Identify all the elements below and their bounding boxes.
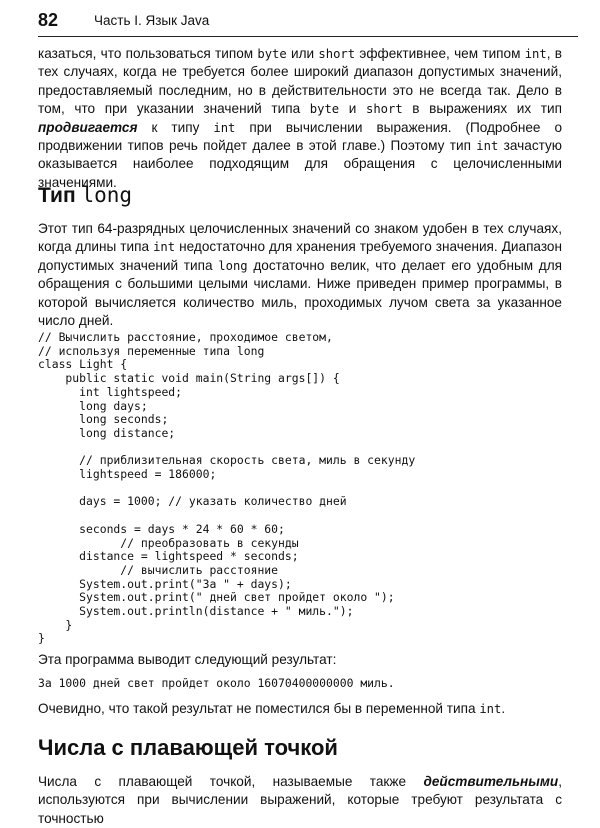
text: эффективнее, чем типом [355,46,525,61]
float-paragraph [38,773,562,828]
text: при вычислении выражения. (Подробнее о продвижении типов речь пойдет далее в этой главе.) Поэтому тип [38,119,562,154]
program-output: За 1000 дней свет пройдет около 16070400000000 миль. [38,676,395,690]
text: недостаточно для хранения требуемого значения. Диапазон допустимых значений типа [38,239,562,273]
result-intro [38,651,562,669]
long-paragraph [38,220,562,330]
conclusion-paragraph [38,700,562,718]
page-number: 82 [38,10,59,30]
emphasis: действительными [423,774,559,789]
text: и [339,101,366,117]
text: Эта программа выводит следующий результат: [38,652,337,667]
section-heading-float: Числа с плавающей точкой [38,735,338,760]
intro-paragraph [38,45,562,192]
text: Этот тип 64-разрядных целочисленных значений со знаком удобен в тех случаях, когда длины типа [38,221,562,255]
text: . [501,701,506,716]
inline-code: byte [257,47,287,61]
text: к типу [137,119,214,135]
text: зачастую оказывается наиболее подходящим для обращения с целочисленными значениями. [38,138,562,190]
text: , в тех случаях, когда не требуется более широкий диапазон допустимых значений, предоставляемый последним, но в действительности это не всегда так. Дело в том, что при указании значений типа [38,46,562,117]
inline-code: int [479,702,502,716]
inline-code: int [476,139,499,154]
inline-code: short [365,102,403,117]
inline-code: int [524,47,547,61]
heading-text: Тип [38,184,82,207]
code-listing: // Вычислить расстояние, проходимое светом, // используя переменные типа long class Light { public static void main(String args[]) { int lightspeed; long days; long seconds; long distance; // приблизительная скорость света, миль в секунду lightspeed = 186000; days = 1000; // указать количество дней seconds = days * 24 * 60 * 60; // преобразовать в секунды distance = lightspeed * seconds; // вычислить расстояние System.out.print("За " + days); System.out.print(" дней свет пройдет около "); System.out.println(distance + " миль."); } } [38,330,416,646]
text: Числа с плавающей точкой, называемые также [38,774,424,789]
text: казаться, что пользоваться типом [38,46,258,61]
text: , используются при вычислении выражений, которые требуют результата с точностью [38,774,562,826]
emphasis: продвигается [38,119,138,135]
text: или [286,46,319,61]
section-heading-long [38,183,132,208]
text: достаточно велик, что делает его удобным для обращения с большими целыми числами. Ниже приведен пример программы, в которой вычисляется количество миль, проходимых лучом света за указанное число дней. [38,257,563,329]
text: Очевидно, что такой результат не поместился бы в переменной типа [38,701,480,716]
inline-code: long [218,258,248,273]
running-header [38,10,578,37]
inline-code: int [213,120,236,135]
part-title: Часть I. Язык Java [94,13,210,28]
inline-code: byte [309,102,340,117]
inline-code: short [318,47,356,61]
heading-code: long [81,183,133,207]
text: в выражениях их тип [402,101,562,117]
inline-code: int [153,240,176,255]
